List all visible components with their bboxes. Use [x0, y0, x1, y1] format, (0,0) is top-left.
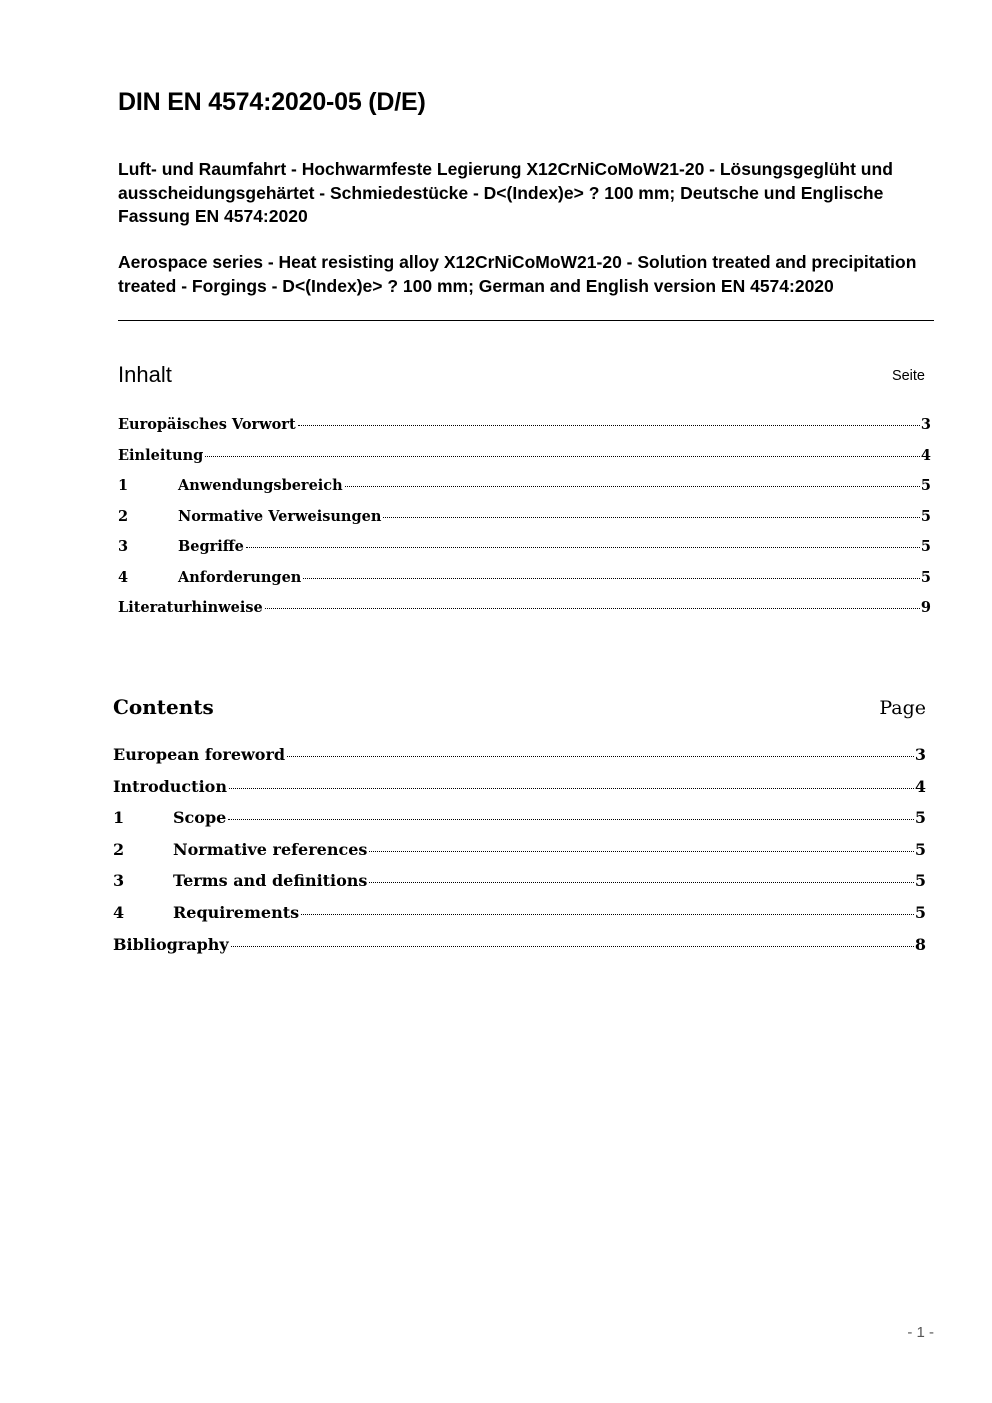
toc-entry[interactable] [118, 508, 931, 539]
toc-entry[interactable] [118, 538, 931, 569]
toc-dot-leader [229, 788, 914, 789]
toc-entry-page: 8 [914, 934, 926, 954]
toc-english-list [113, 745, 926, 966]
toc-entry-title: Begriffe [178, 538, 244, 555]
title-english: Aerospace series - Heat resisting alloy X12CrNiCoMoW21-20 - Solution treated and precipitation treated - Forgings - D<(Index)e> ? 100 mm; German and English version EN 4574:2020 [118, 252, 917, 296]
toc-entry-number: 3 [113, 871, 125, 891]
toc-entry-number: 3 [118, 538, 129, 555]
toc-dot-leader [205, 456, 920, 457]
toc-entry-page: 3 [914, 745, 926, 764]
title-divider [118, 320, 934, 321]
toc-entry-title: Literaturhinweise [118, 599, 263, 616]
toc-entry-page: 5 [914, 839, 926, 859]
toc-entry-title: Introduction [113, 776, 227, 796]
toc-german-heading: Inhalt [118, 362, 172, 387]
toc-dot-leader [369, 882, 913, 883]
toc-entry-page: 5 [914, 808, 926, 828]
toc-entry[interactable] [113, 777, 926, 809]
toc-entry-title: Einleitung [118, 446, 204, 464]
toc-entry[interactable] [118, 416, 931, 447]
toc-entry-title: Normative Verweisungen [178, 507, 382, 525]
toc-entry-title: Bibliography [113, 934, 229, 954]
toc-entry-title: Requirements [173, 902, 300, 922]
toc-dot-leader [369, 851, 913, 852]
toc-dot-leader [231, 946, 914, 947]
toc-entry-number: 2 [113, 839, 125, 859]
toc-entry-page: 5 [920, 477, 931, 494]
toc-entry[interactable] [113, 935, 926, 967]
toc-entry-number: 2 [118, 507, 129, 525]
toc-entry-title: Normative references [173, 839, 368, 859]
toc-entry-title: Terms and definitions [173, 871, 368, 891]
toc-entry-page: 5 [920, 507, 931, 525]
toc-entry[interactable] [118, 569, 931, 600]
toc-entry-page: 9 [920, 599, 931, 616]
toc-entry-title: European foreword [113, 745, 286, 764]
toc-entry-number: 4 [113, 902, 125, 922]
toc-entry[interactable] [113, 903, 926, 935]
toc-entry[interactable] [113, 840, 926, 872]
toc-entry-page: 5 [920, 568, 931, 586]
toc-dot-leader [303, 578, 920, 579]
toc-entry-page: 4 [914, 776, 926, 796]
toc-entry-page: 5 [920, 538, 931, 555]
toc-dot-leader [383, 517, 920, 518]
title-german: Luft- und Raumfahrt - Hochwarmfeste Legierung X12CrNiCoMoW21-20 - Lösungsgeglüht und ausscheidungsgehärtet - Schmiedestücke - D<(Index)e> ? 100 mm; Deutsche und Englische Fassung EN 4574:2020 [118, 159, 893, 226]
toc-entry[interactable] [113, 745, 926, 777]
toc-dot-leader [298, 425, 920, 426]
toc-entry-page: 5 [914, 871, 926, 891]
toc-entry-number: 1 [118, 477, 129, 494]
toc-dot-leader [301, 914, 914, 915]
toc-entry-page: 3 [920, 416, 931, 433]
toc-entry[interactable] [113, 871, 926, 903]
toc-entry[interactable] [113, 808, 926, 840]
toc-english-heading: Contents [113, 695, 214, 719]
toc-german-page-label: Seite [891, 368, 925, 384]
toc-entry-title: Europäisches Vorwort [118, 416, 296, 433]
document-id-title: DIN EN 4574:2020-05 (D/E) [118, 88, 426, 116]
toc-entry[interactable] [118, 599, 931, 630]
toc-entry-number: 1 [113, 808, 125, 828]
toc-dot-leader [287, 756, 914, 757]
toc-german-list [118, 416, 931, 630]
toc-dot-leader [246, 547, 920, 548]
toc-entry-title: Anwendungsbereich [178, 477, 343, 494]
toc-entry-number: 4 [118, 568, 129, 586]
toc-entry[interactable] [118, 477, 931, 508]
toc-english-page-label: Page [879, 697, 926, 719]
toc-dot-leader [345, 486, 920, 487]
toc-entry[interactable] [118, 447, 931, 478]
toc-entry-title: Anforderungen [178, 568, 302, 586]
toc-entry-title: Scope [173, 808, 227, 828]
toc-entry-page: 5 [914, 902, 926, 922]
toc-dot-leader [228, 819, 914, 820]
page-number: - 1 - [907, 1324, 934, 1341]
toc-entry-page: 4 [920, 446, 931, 464]
toc-dot-leader [265, 608, 920, 609]
